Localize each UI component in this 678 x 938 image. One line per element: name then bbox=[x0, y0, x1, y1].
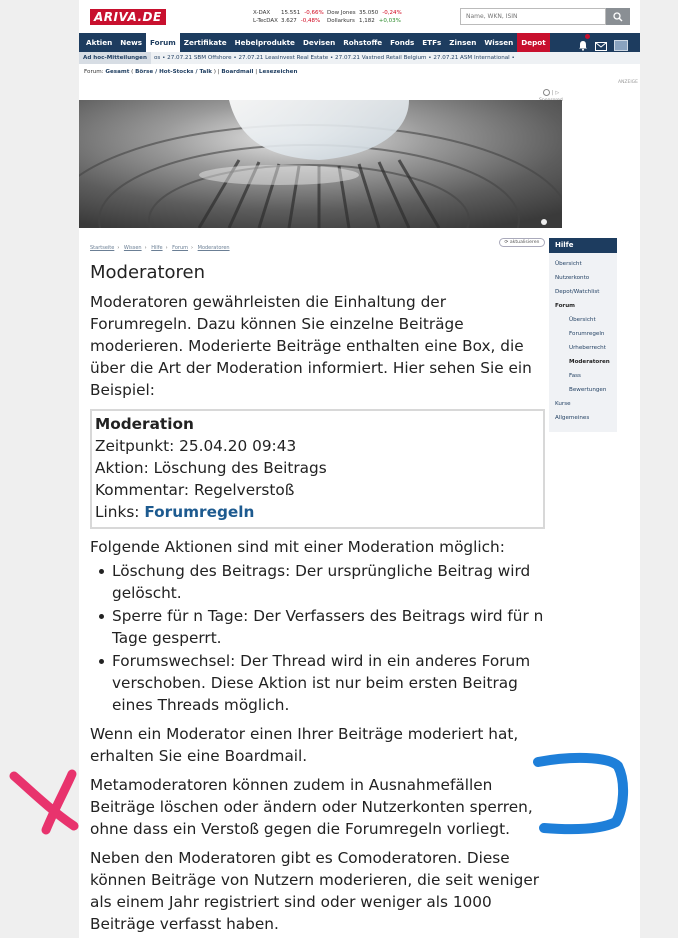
sidebar-item-forum-uebersicht[interactable]: Übersicht bbox=[569, 317, 596, 323]
sidebar-item-urheberrecht[interactable]: Urheberrecht bbox=[569, 345, 606, 351]
ticker-right bbox=[327, 9, 402, 25]
ad-divider: | bbox=[551, 89, 554, 96]
ticker-change: -0,66% bbox=[304, 10, 324, 16]
search-button[interactable] bbox=[606, 8, 630, 25]
list-item: Forumswechsel: Der Thread wird in ein anderes Forum verschoben. Diese Aktion ist nur beim ersten Beitrag eines Threads möglich. bbox=[112, 650, 550, 716]
list-item: Löschung des Beitrags: Der ursprüngliche Beitrag wird gelöscht. bbox=[112, 560, 550, 604]
sidebar-title: Hilfe bbox=[549, 238, 617, 253]
nav-fonds[interactable]: Fonds bbox=[390, 38, 415, 47]
ticker-name: X-DAX bbox=[253, 10, 271, 16]
moderation-box-comment: Kommentar: Regelverstoß bbox=[95, 481, 295, 499]
breadcrumb-separator: › bbox=[117, 245, 120, 251]
ticker-change: -0,48% bbox=[300, 18, 321, 24]
user-avatar[interactable] bbox=[614, 40, 628, 51]
nav-zertifikate[interactable]: Zertifikate bbox=[183, 38, 227, 47]
ticker-value: 15.551 bbox=[281, 10, 301, 16]
main-content bbox=[90, 262, 550, 935]
nav-etfs[interactable]: ETFs bbox=[422, 38, 442, 47]
breadcrumb-separator: › bbox=[144, 245, 147, 251]
breadcrumb-moderatoren[interactable]: Moderatoren bbox=[197, 245, 230, 251]
blue-bracket-annotation bbox=[530, 750, 630, 838]
search-input[interactable] bbox=[460, 8, 606, 25]
metamoderator-text: Metamoderatoren können zudem in Ausnahmefällen Beiträge löschen oder ändern oder Nutzerkonten sperren, ohne dass ein Verstoß gegen die Forumregeln vorliegt. bbox=[90, 776, 533, 838]
sidebar-item-fass[interactable]: Fass bbox=[569, 373, 581, 379]
breadcrumb bbox=[90, 245, 230, 251]
ticker-row[interactable] bbox=[253, 9, 324, 17]
ariva-logo[interactable] bbox=[90, 8, 166, 25]
sidebar-item-allgemeines[interactable]: Allgemeines bbox=[555, 415, 590, 421]
notification-dot bbox=[585, 34, 590, 39]
ticker-row[interactable] bbox=[327, 9, 402, 17]
main-nav bbox=[79, 33, 640, 52]
moderation-box-time: Zeitpunkt: 25.04.20 09:43 bbox=[95, 437, 297, 455]
actions-list bbox=[90, 560, 550, 716]
ticker-value: 1,182 bbox=[359, 18, 375, 24]
forumregeln-link[interactable]: Forumregeln bbox=[144, 503, 255, 521]
sidebar-item-depot-watchlist[interactable]: Depot/Watchlist bbox=[555, 289, 600, 295]
breadcrumb-separator: › bbox=[191, 245, 194, 251]
forum-crumbs: Forum: Gesamt ( Börse / Hot-Stocks / Talk ) | Boardmail | Lesezeichen bbox=[84, 69, 298, 75]
ad-label: ANZEIGE bbox=[617, 80, 638, 85]
ticker-left bbox=[253, 9, 324, 25]
pink-x-annotation bbox=[8, 766, 84, 838]
forum-link-gesamt[interactable]: Gesamt bbox=[105, 69, 130, 75]
ticker-value: 3.627 bbox=[281, 18, 297, 24]
comoderator-text: Neben den Moderatoren gibt es Comoderatoren. Diese können Beiträge von Nutzern moderieren, die seit weniger als einem Jahr registriert sind oder weniger als 1000 Beiträge verfasst haben. bbox=[90, 849, 540, 933]
adhoc-label[interactable]: Ad hoc-Mitteilungen bbox=[79, 52, 151, 64]
breadcrumb-separator: › bbox=[165, 245, 168, 251]
sidebar-item-moderatoren[interactable]: Moderatoren bbox=[569, 359, 610, 365]
ad-photo bbox=[79, 100, 562, 228]
ticker-change: -0,24% bbox=[382, 10, 402, 16]
ticker-name: Dow Jones bbox=[327, 10, 356, 16]
nav-wissen[interactable]: Wissen bbox=[484, 38, 514, 47]
sidebar-item-nutzerkonto[interactable]: Nutzerkonto bbox=[555, 275, 590, 281]
moderation-box-links-label: Links: bbox=[95, 503, 140, 521]
search-bar bbox=[460, 8, 630, 25]
list-item: Sperre für n Tage: Der Verfassers des Beitrags wird für n Tage gesperrt. bbox=[112, 605, 550, 649]
nav-rohstoffe[interactable]: Rohstoffe bbox=[343, 38, 383, 47]
ticker-row[interactable] bbox=[327, 17, 402, 25]
adhoc-ticker bbox=[79, 52, 640, 64]
sidebar-item-forumregeln[interactable]: Forumregeln bbox=[569, 331, 605, 337]
refresh-icon: ⟳ bbox=[504, 240, 509, 245]
nav-depot[interactable]: Depot bbox=[517, 33, 549, 52]
ticker-value: 35.050 bbox=[359, 10, 379, 16]
sidebar-item-bewertungen[interactable]: Bewertungen bbox=[569, 387, 607, 393]
forum-link-boardmail[interactable]: Boardmail bbox=[221, 69, 254, 75]
sidebar-list bbox=[549, 253, 617, 425]
page-title: Moderatoren bbox=[90, 262, 206, 283]
actions-intro: Folgende Aktionen sind mit einer Moderation möglich: bbox=[90, 538, 505, 556]
help-sidebar bbox=[549, 238, 617, 432]
adhoc-news[interactable]: os • 27.07.21 SBM Offshore • 27.07.21 Leasinvest Real Estate • 27.07.21 Vastned Retail Belgium • 27.07.21 ASM International • bbox=[153, 55, 515, 61]
ticker-change: +0,03% bbox=[378, 18, 401, 24]
boardmail-text: Wenn ein Moderator einen Ihrer Beiträge moderiert hat, erhalten Sie eine Boardmail. bbox=[90, 725, 519, 765]
ad-image[interactable] bbox=[79, 100, 562, 228]
moderation-box-links bbox=[95, 501, 539, 523]
sidebar-item-kurse[interactable]: Kurse bbox=[555, 401, 571, 407]
nav-zinsen[interactable]: Zinsen bbox=[449, 38, 477, 47]
ad-info-icon bbox=[543, 89, 550, 96]
sidebar-item-uebersicht[interactable]: Übersicht bbox=[555, 261, 582, 267]
nav-aktien[interactable]: Aktien bbox=[86, 38, 113, 47]
ticker-row[interactable] bbox=[253, 17, 324, 25]
intro-text: Moderatoren gewährleisten die Einhaltung der Forumregeln. Dazu können Sie einzelne Beiträge moderieren. Moderierte Beiträge enthalten eine Box, die über die Art der Moderation informiert. Hier sehen Sie ein Beispiel: bbox=[90, 293, 532, 399]
breadcrumb-startseite[interactable]: Startseite bbox=[90, 245, 115, 251]
breadcrumb-forum[interactable]: Forum bbox=[172, 245, 189, 251]
breadcrumb-wissen[interactable]: Wissen bbox=[123, 245, 142, 251]
forum-link-hotstocks[interactable]: Börse / Hot-Stocks / Talk bbox=[135, 69, 212, 75]
logo-text: ARIVA.DE bbox=[90, 9, 166, 25]
moderation-box-title: Moderation bbox=[95, 415, 194, 433]
sidebar-item-forum[interactable]: Forum bbox=[555, 303, 576, 309]
ticker-name: Dollarkurs bbox=[327, 18, 355, 24]
search-icon bbox=[613, 12, 623, 22]
breadcrumb-hilfe[interactable]: Hilfe bbox=[151, 245, 163, 251]
forum-crumbs-prefix: Forum: bbox=[84, 69, 104, 75]
moderation-box-action: Aktion: Löschung des Beitrags bbox=[95, 459, 327, 477]
refresh-button[interactable] bbox=[499, 238, 545, 247]
nav-forum[interactable]: Forum bbox=[146, 33, 180, 52]
adchoices-icon: ▷ bbox=[555, 89, 560, 96]
ticker-name: L-TecDAX bbox=[253, 18, 278, 24]
refresh-label: aktualisieren bbox=[509, 240, 540, 245]
forum-link-lesezeichen[interactable]: Lesezeichen bbox=[258, 69, 298, 75]
nav-devisen[interactable]: Devisen bbox=[302, 38, 336, 47]
nav-hebelprodukte[interactable]: Hebelprodukte bbox=[234, 38, 295, 47]
nav-news[interactable]: News bbox=[120, 38, 143, 47]
moderation-example-box bbox=[90, 409, 545, 529]
